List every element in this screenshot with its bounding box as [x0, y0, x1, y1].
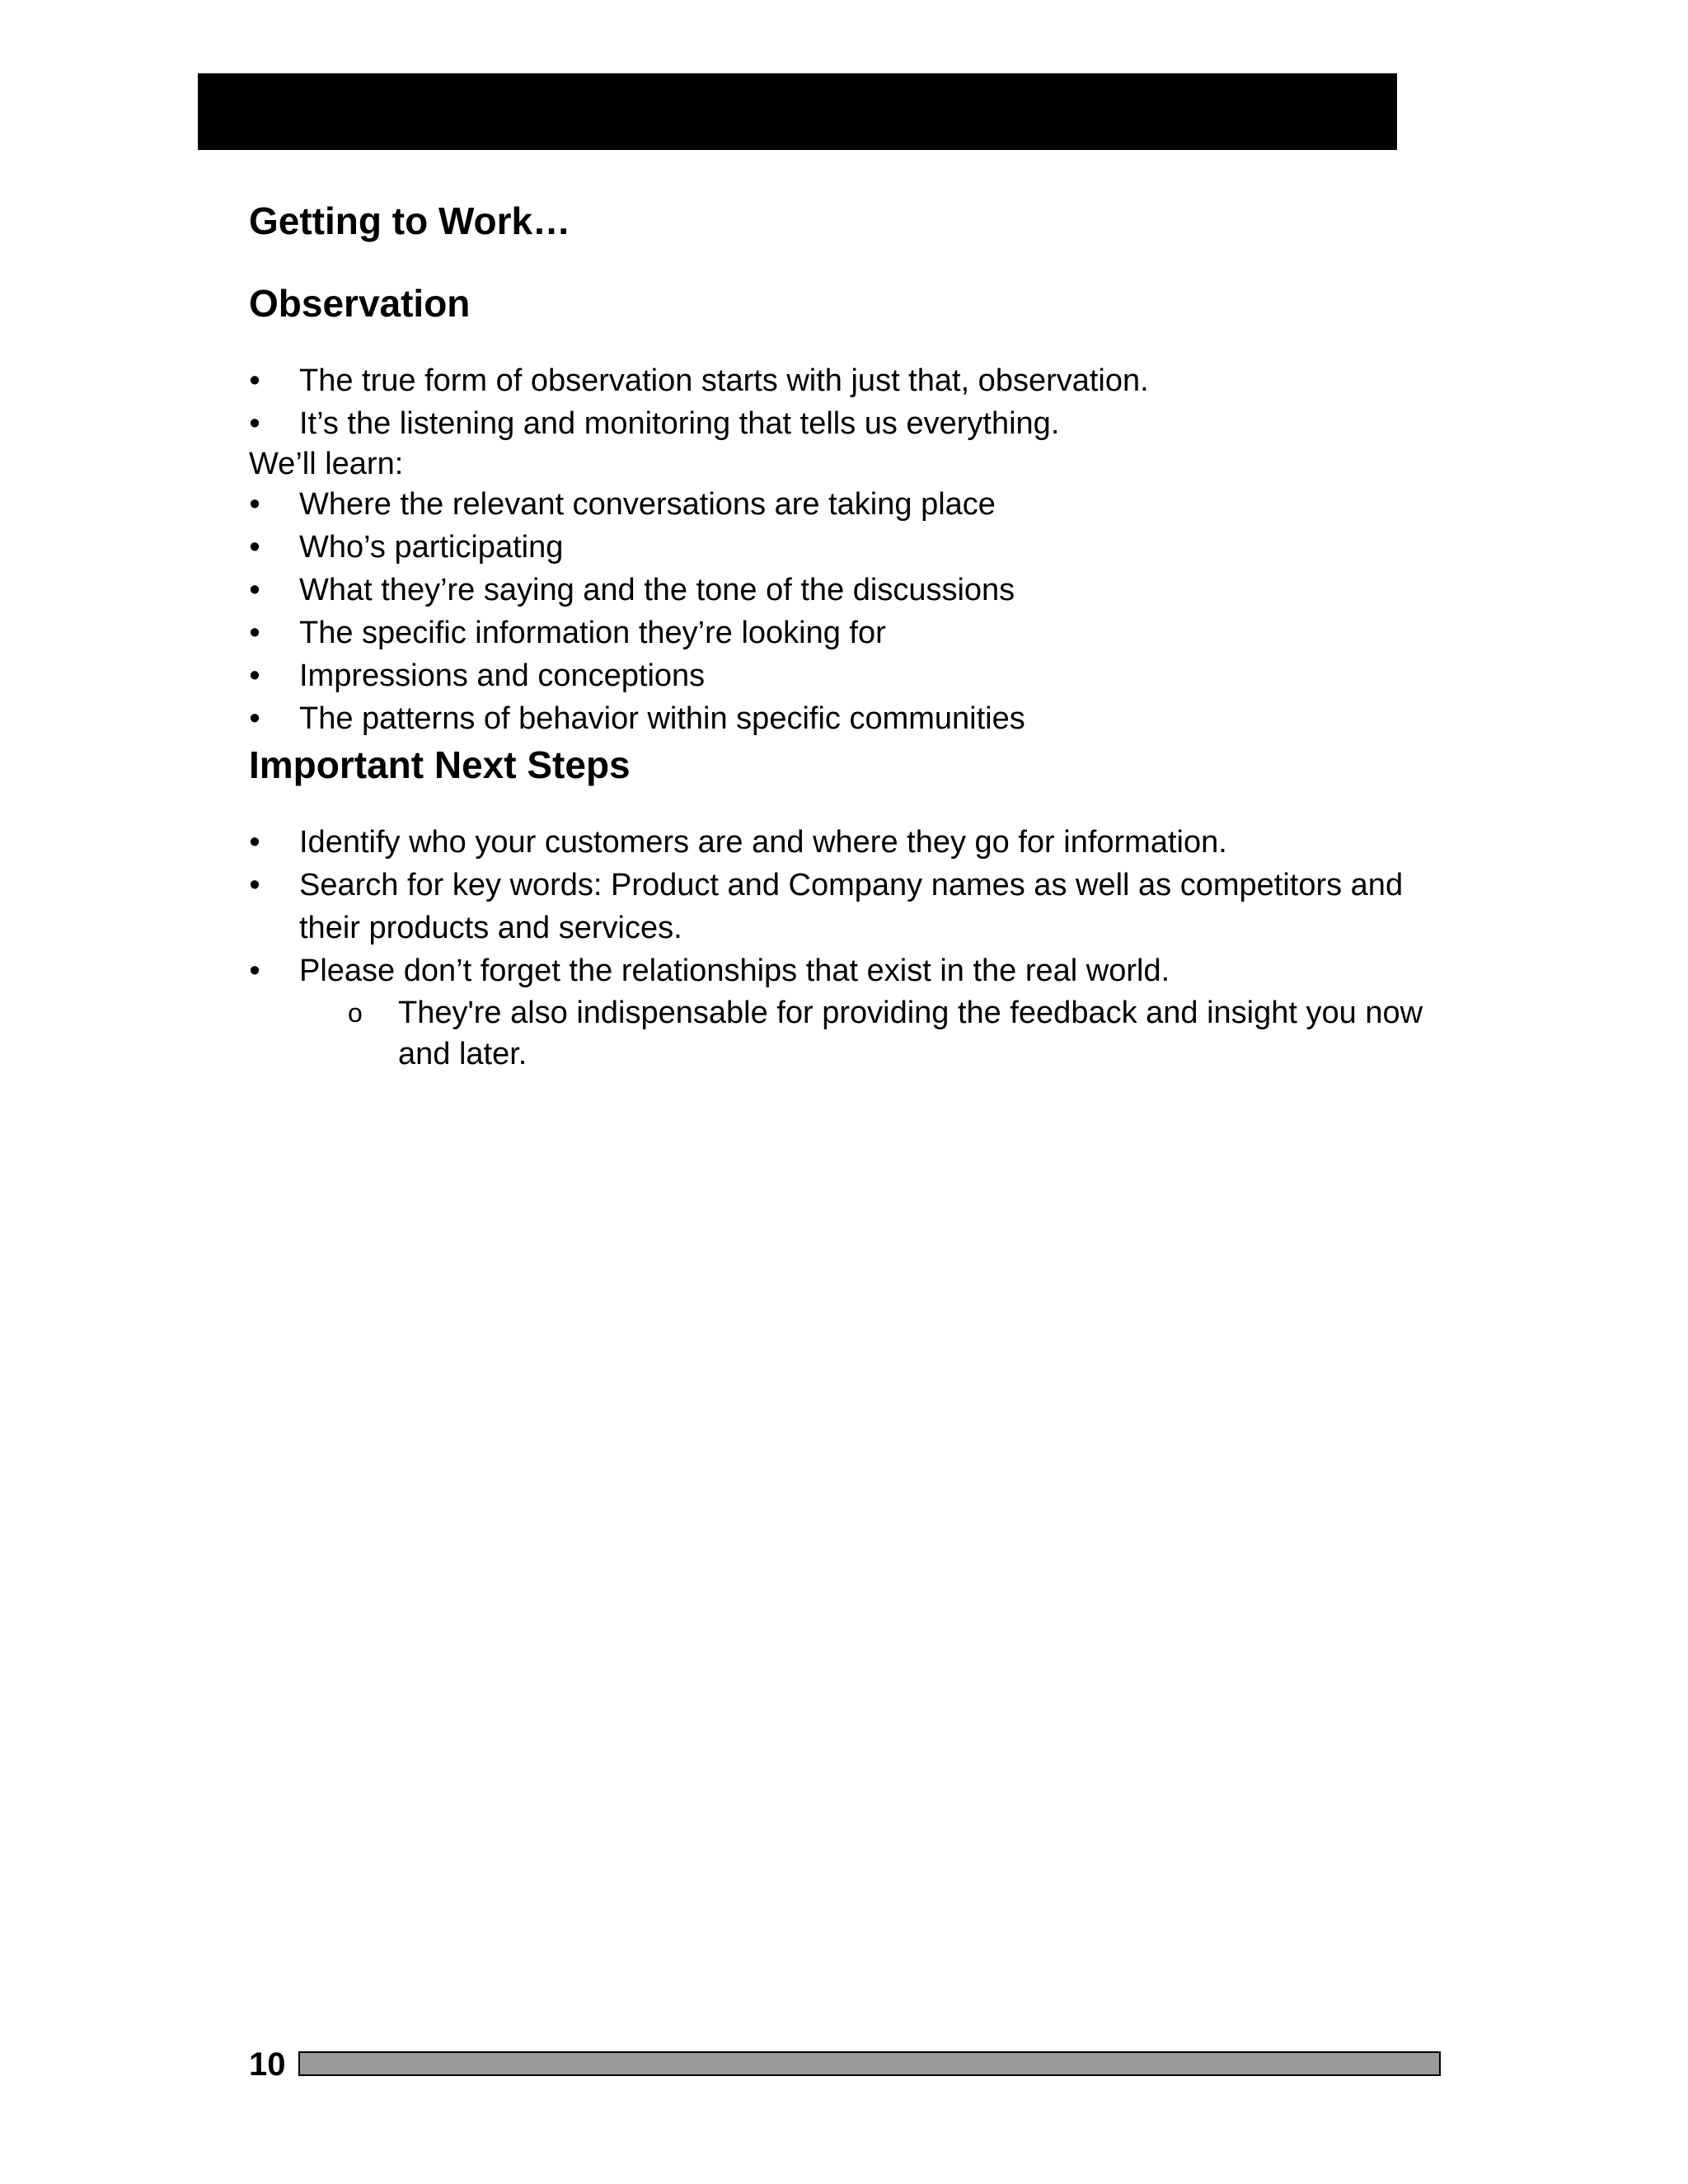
bullet-icon: • — [249, 616, 260, 650]
next-steps-sub-list — [249, 992, 1444, 1075]
list-item: • What they’re saying and the tone of the discussions — [249, 569, 1444, 612]
observation-list — [249, 359, 1444, 445]
bullet-icon: • — [249, 825, 260, 860]
list-item: • It’s the listening and monitoring that tells us everything. — [249, 402, 1444, 445]
list-item: • Where the relevant conversations are taking place — [249, 483, 1444, 526]
learn-list — [249, 483, 1444, 740]
list-item: • The true form of observation starts with just that, observation. — [249, 359, 1444, 402]
list-item: • Identify who your customers are and where they go for information. — [249, 821, 1444, 864]
bullet-icon: • — [249, 701, 260, 736]
list-item: • Who’s participating — [249, 526, 1444, 569]
bullet-icon: • — [249, 868, 260, 902]
page-footer — [249, 2046, 1446, 2083]
page-title: Getting to Work… — [249, 199, 571, 242]
list-item: • Search for key words: Product and Company names as well as competitors and their products and services. — [249, 864, 1444, 949]
bullet-icon: • — [249, 487, 260, 522]
footer-bar — [298, 2051, 1441, 2076]
circle-bullet-icon: o — [348, 998, 363, 1028]
sub-list-item: o They're also indispensable for providing the feedback and insight you now and later. — [249, 992, 1444, 1075]
bullet-icon: • — [249, 954, 260, 988]
learn-label: We’ll learn: — [249, 447, 404, 481]
next-steps-list — [249, 821, 1444, 992]
bullet-icon: • — [249, 363, 260, 398]
bullet-icon: • — [249, 573, 260, 607]
bullet-icon: • — [249, 530, 260, 565]
observation-heading: Observation — [249, 282, 471, 325]
list-item: • Please don’t forget the relationships that exist in the real world. — [249, 949, 1444, 992]
next-steps-heading: Important Next Steps — [249, 743, 631, 786]
list-item: • Impressions and conceptions — [249, 654, 1444, 697]
header-bar — [198, 73, 1397, 150]
bullet-icon: • — [249, 406, 260, 441]
bullet-icon: • — [249, 658, 260, 693]
list-item: • The specific information they’re looking for — [249, 612, 1444, 654]
list-item: • The patterns of behavior within specific communities — [249, 697, 1444, 740]
page-content — [249, 196, 1444, 1075]
page-number: 10 — [249, 2046, 286, 2083]
